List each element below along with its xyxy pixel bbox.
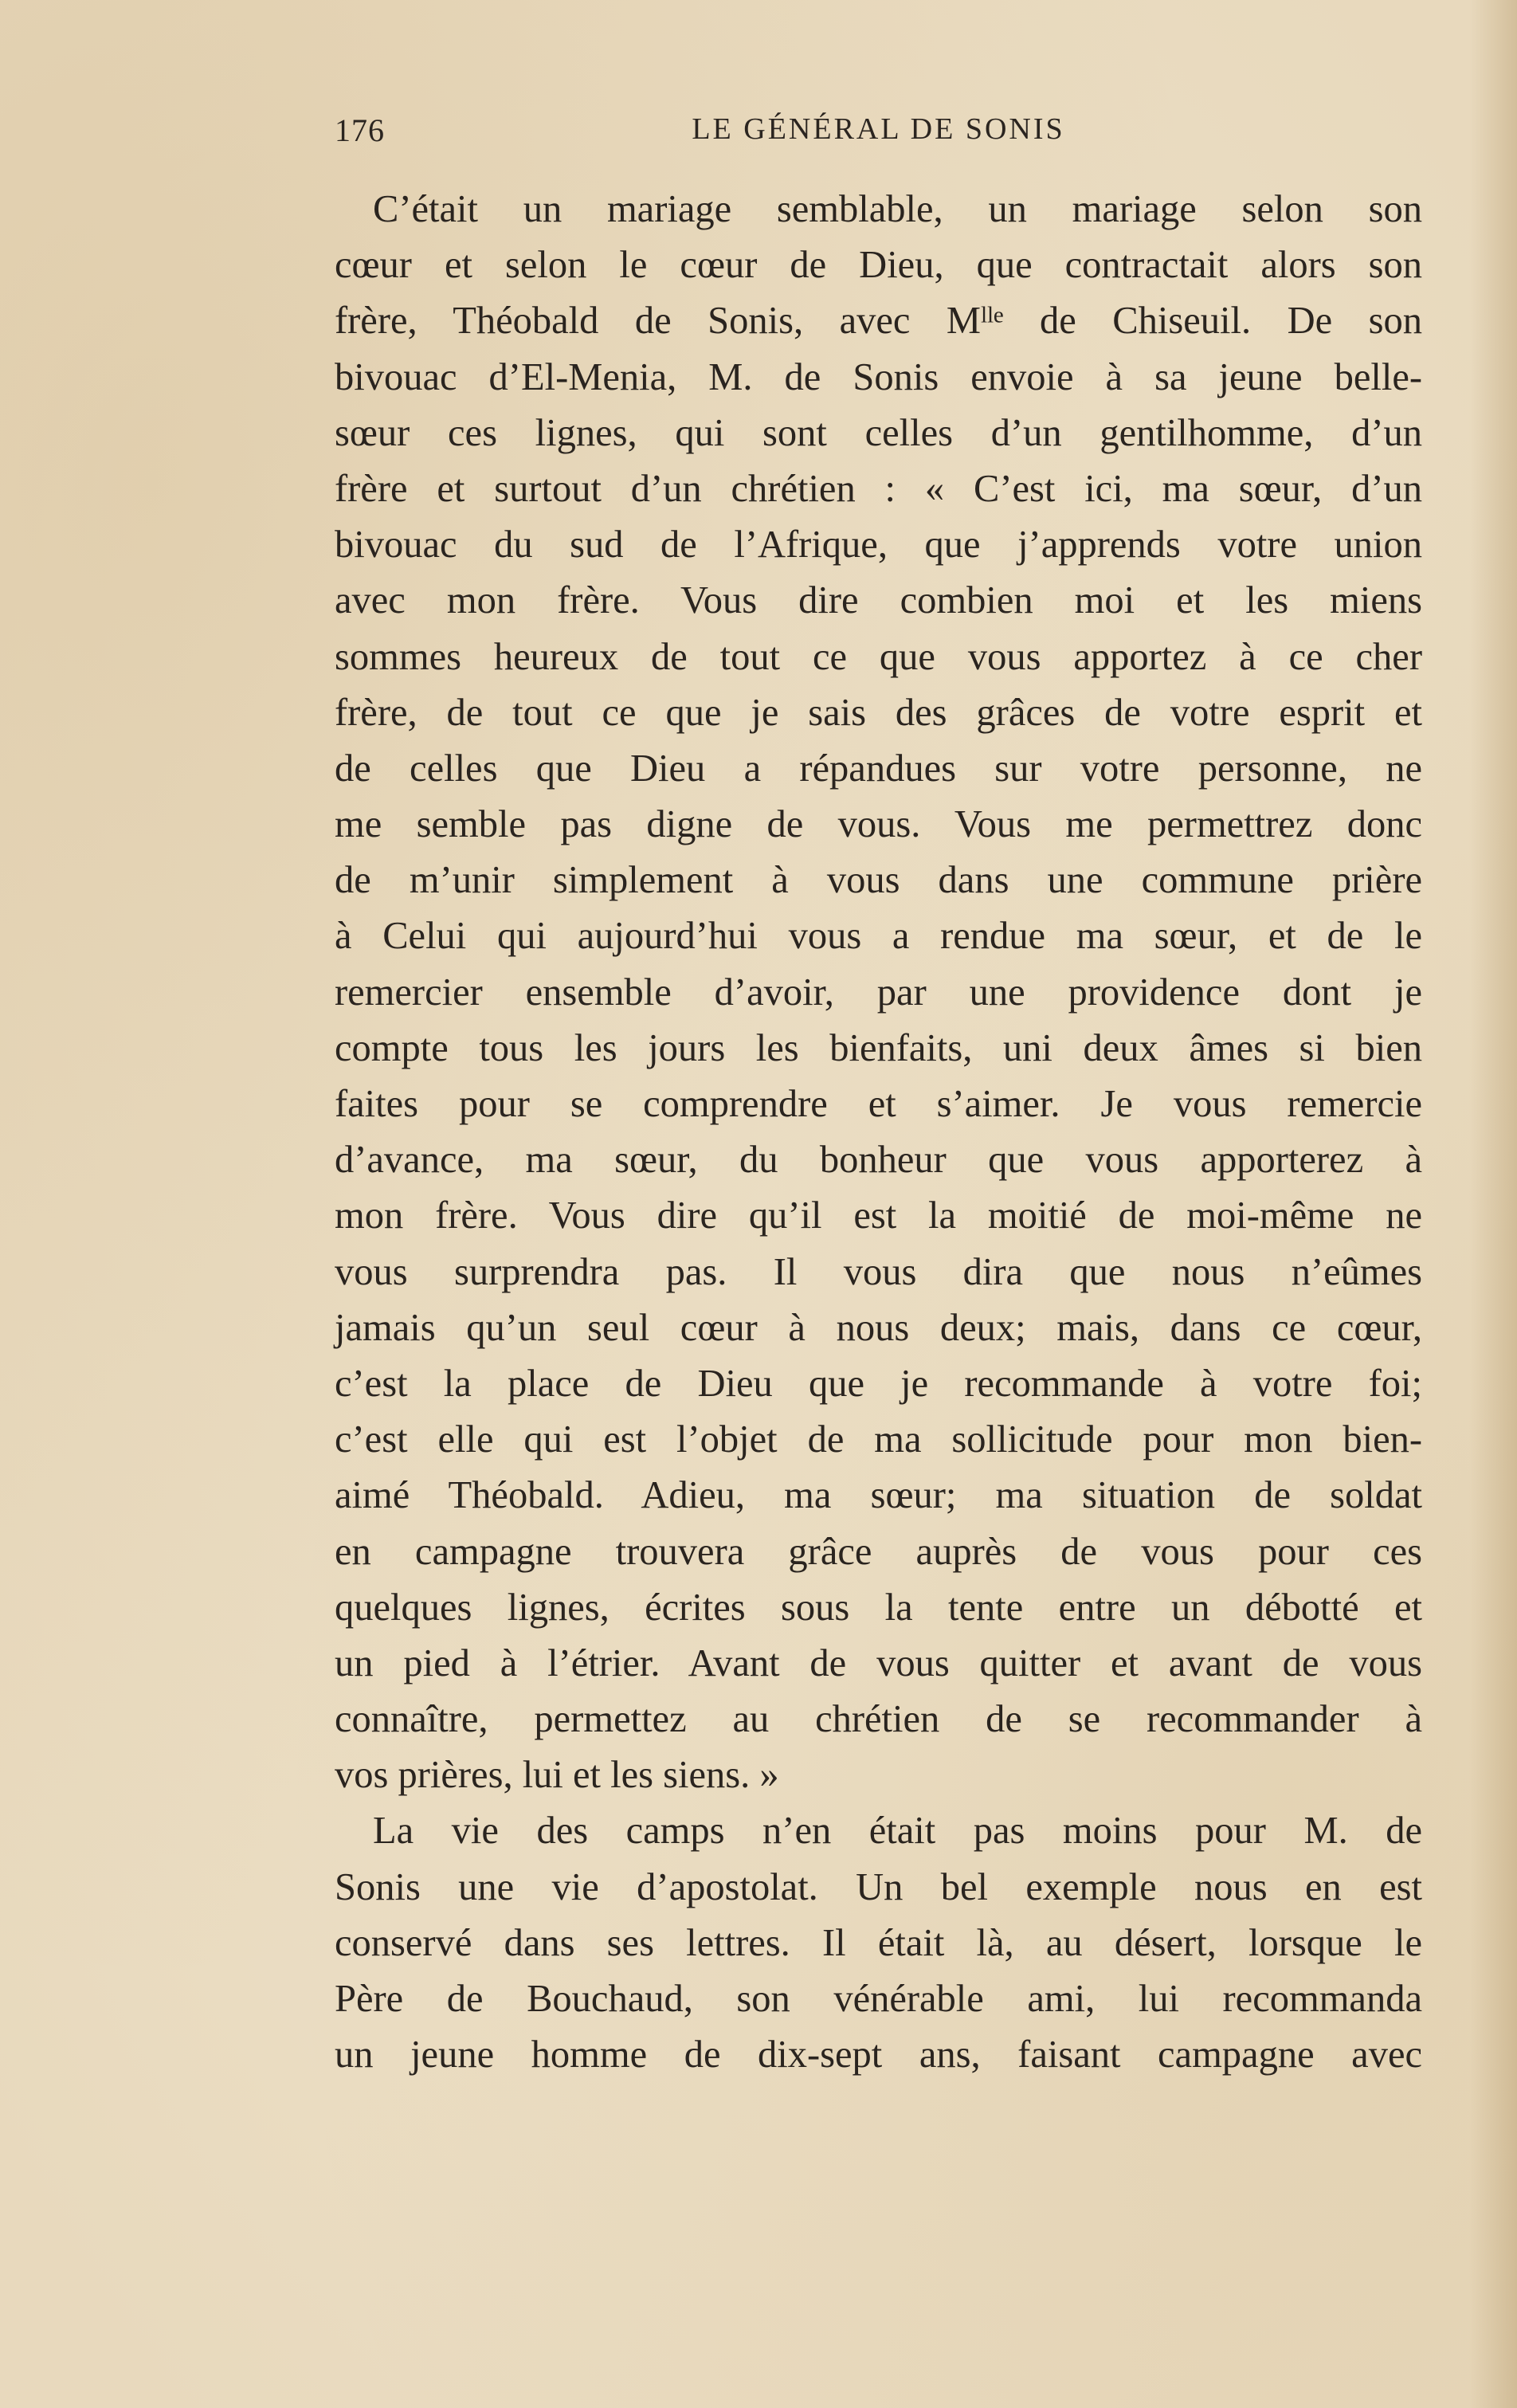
text-line: bivouac du sud de l’Afrique, que j’apprends votre union xyxy=(335,524,1422,567)
text-line: de celles que Dieu a répandues sur votre personne, ne xyxy=(335,747,1422,790)
text-line: bivouac d’El-Menia, M. de Sonis envoie à sa jeune belle- xyxy=(335,355,1422,398)
text-line: C’était un mariage semblable, un mariage selon son xyxy=(373,188,1422,230)
text-line: cœur et selon le cœur de Dieu, que contractait alors son xyxy=(335,244,1422,287)
text-line: compte tous les jours les bienfaits, uni deux âmes si bien xyxy=(335,1026,1422,1069)
text-line: c’est la place de Dieu que je recommande à votre foi; xyxy=(335,1362,1422,1405)
text-line: sommes heureux de tout ce que vous apportez à ce cher xyxy=(335,635,1422,678)
text-line: c’est elle qui est l’objet de ma sollicitude pour mon bien- xyxy=(335,1418,1422,1461)
text-line: sœur ces lignes, qui sont celles d’un gentilhomme, d’un xyxy=(335,411,1422,454)
text-line: avec mon frère. Vous dire combien moi et les miens xyxy=(335,579,1422,622)
text-line: en campagne trouvera grâce auprès de vous pour ces xyxy=(335,1530,1422,1573)
text-line: jamais qu’un seul cœur à nous deux; mais, dans ce cœur, xyxy=(335,1306,1422,1349)
text-line: un jeune homme de dix-sept ans, faisant campagne avec xyxy=(335,2033,1422,2077)
text-line: frère, de tout ce que je sais des grâces de votre esprit et xyxy=(335,691,1422,734)
text-line: aimé Théobald. Adieu, ma sœur; ma situation de soldat xyxy=(335,1474,1422,1517)
text-line: Sonis une vie d’apostolat. Un bel exemple nous en est xyxy=(335,1865,1422,1908)
text-line: connaître, permettez au chrétien de se recommander à xyxy=(335,1698,1422,1741)
running-head xyxy=(335,112,1422,159)
text-line: frère et surtout d’un chrétien : « C’est ici, ma sœur, d’un xyxy=(335,467,1422,510)
text-line: un pied à l’étrier. Avant de vous quitter et avant de vous xyxy=(335,1641,1422,1684)
text-line: remercier ensemble d’avoir, par une providence dont je xyxy=(335,971,1422,1014)
text-line: vos prières, lui et les siens. » xyxy=(335,1754,779,1797)
text-line: faites pour se comprendre et s’aimer. Je vous remercie xyxy=(335,1083,1422,1125)
running-title: LE GÉNÉRAL DE SONIS xyxy=(692,112,1065,146)
text-line: vous surprendra pas. Il vous dira que nous n’eûmes xyxy=(335,1250,1422,1293)
text-line: frère, Théobald de Sonis, avec Mˡˡᵉ de Chiseuil. De son xyxy=(335,300,1422,343)
body-text xyxy=(335,182,1422,2083)
text-line: me semble pas digne de vous. Vous me permettrez donc xyxy=(335,803,1422,846)
text-line: Père de Bouchaud, son vénérable ami, lui recommanda xyxy=(335,1978,1422,2020)
page-number: 176 xyxy=(335,112,385,148)
text-line: mon frère. Vous dire qu’il est la moitié de moi-même ne xyxy=(335,1194,1422,1237)
text-line: de m’unir simplement à vous dans une commune prière xyxy=(335,859,1422,902)
text-line: à Celui qui aujourd’hui vous a rendue ma sœur, et de le xyxy=(335,915,1422,958)
text-line: quelques lignes, écrites sous la tente entre un débotté et xyxy=(335,1586,1422,1629)
page-edge-shadow xyxy=(1469,0,1517,2408)
text-line: La vie des camps n’en était pas moins pour M. de xyxy=(373,1810,1422,1853)
text-line: d’avance, ma sœur, du bonheur que vous apporterez à xyxy=(335,1139,1422,1182)
text-line: conservé dans ses lettres. Il était là, au désert, lorsque le xyxy=(335,1921,1422,1964)
